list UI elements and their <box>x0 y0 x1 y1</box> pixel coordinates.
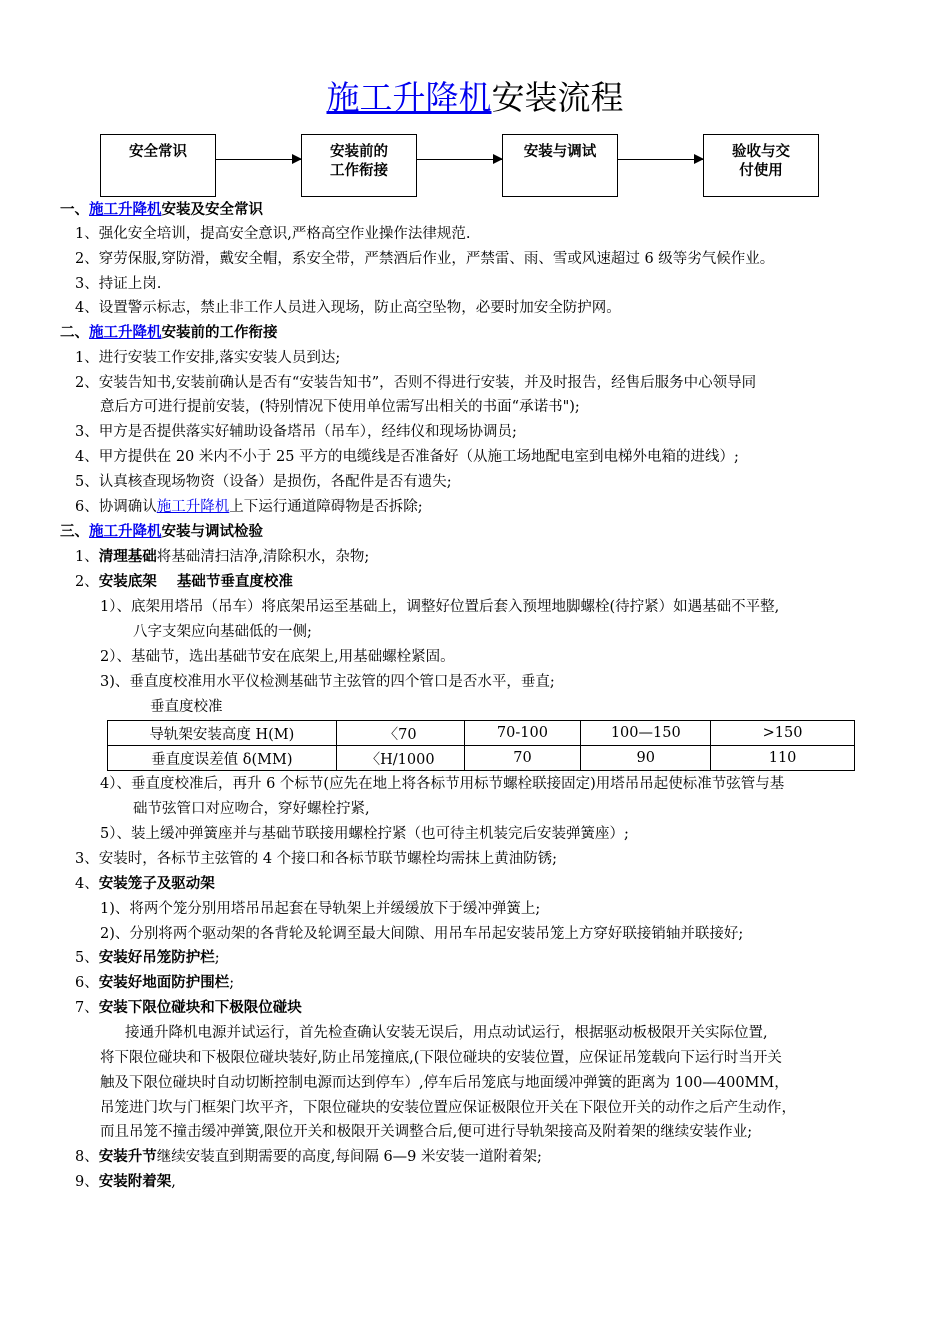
section-1-heading <box>0 199 950 221</box>
s1-item-3: 3、持证上岗. <box>75 276 162 292</box>
s3-item-7-para-5: 而且吊笼不撞击缓冲弹簧,限位开关和极限开关调整合后,便可进行导轨架接高及附着架的继续安装作业; <box>100 1124 753 1140</box>
table-cell: 70 <box>464 746 581 771</box>
s3-item-9 <box>0 1171 950 1193</box>
table-row <box>108 746 855 771</box>
section-2-title: 安装前的工作衔接 <box>161 325 278 341</box>
s2-item-4: 4、甲方提供在 20 米内不小于 25 平方的电缆线是否准备好（从施工场地配电室到电梯外电箱的进线）; <box>75 449 739 465</box>
s3-item-2-4-cont: 础节弦管口对应吻合，穿好螺栓拧紧, <box>133 801 370 817</box>
s3-item-9-text: , <box>171 1174 176 1190</box>
section-1-title: 安装及安全常识 <box>161 202 263 218</box>
s3-item-7 <box>0 997 950 1019</box>
section-2-link[interactable]: 施工升降机 <box>89 325 162 341</box>
section-1-link[interactable]: 施工升降机 <box>89 202 162 218</box>
s3-item-4-bold: 安装笼子及驱动架 <box>98 876 215 892</box>
s2-item-6-pre: 6、协调确认 <box>75 499 157 515</box>
s2-item-5: 5、认真核查现场物资（设备）是损伤，各配件是否有遗失; <box>75 474 452 490</box>
s3-item-4-num: 4、 <box>75 876 99 892</box>
table-cell: 100—150 <box>581 721 711 746</box>
s3-item-4 <box>0 873 950 895</box>
table-cell: 垂直度误差值 δ(MM) <box>108 746 337 771</box>
s3-item-3: 3、安装时，各标节主弦管的 4 个接口和各标节联节螺栓均需抹上黄油防锈; <box>75 851 558 867</box>
section-1-number: 一、 <box>60 202 89 218</box>
s3-item-2-1: 1）、底架用塔吊（吊车）将底架吊运至基础上，调整好位置后套入预埋地脚螺栓(待拧紧）如遇基础不平整, <box>100 599 780 615</box>
s1-item-2: 2、穿劳保服,穿防滑，戴安全帽，系安全带，严禁酒后作业，严禁雷、雨、雪或风速超过 6 级等劣气候作业。 <box>75 251 775 267</box>
s3-item-9-num: 9、 <box>75 1174 99 1190</box>
s2-item-6 <box>0 496 950 518</box>
s3-item-2-1-cont: 八字支架应向基础低的一侧; <box>133 624 312 640</box>
table-cell: 90 <box>581 746 711 771</box>
title-link[interactable]: 施工升降机 <box>326 78 492 117</box>
s3-item-5 <box>0 947 950 969</box>
s3-item-2-4: 4）、垂直度校准后，再升 6 个标节(应先在地上将各标节用标节螺栓联接固定)用塔吊吊起使标准节弦管与基 <box>100 776 785 792</box>
section-2-heading <box>0 322 950 344</box>
s3-item-8-text: 继续安装直到期需要的高度,每间隔 6—9 米安装一道附着架; <box>156 1149 542 1165</box>
section-3-title: 安装与调试检验 <box>161 524 263 540</box>
flow-step-install: 安装与调试 <box>502 134 618 197</box>
table-cell: 110 <box>711 746 855 771</box>
s3-item-6-num: 6、 <box>75 975 99 991</box>
s3-item-9-bold: 安装附着架 <box>98 1174 172 1190</box>
s3-item-2-2: 2）、基础节，选出基础节安在底架上,用基础螺栓紧固。 <box>100 649 455 665</box>
table-caption: 垂直度校准 <box>150 699 223 715</box>
s3-item-8 <box>0 1146 950 1168</box>
s3-item-1 <box>0 546 950 568</box>
s3-item-8-num: 8、 <box>75 1149 99 1165</box>
s2-item-6-link[interactable]: 施工升降机 <box>156 499 230 515</box>
s3-item-1-num: 1、 <box>75 549 99 565</box>
s3-item-2-3: 3)、垂直度校准用水平仪检测基础节主弦管的四个管口是否水平，垂直; <box>100 674 555 690</box>
flow-arrow-3 <box>618 159 703 160</box>
table-row <box>108 721 855 746</box>
s3-item-1-text: 将基础清扫洁净,清除积水，杂物; <box>156 549 370 565</box>
flow-step-preparation: 安装前的 工作衔接 <box>301 134 417 197</box>
table-cell: 〈H/1000 <box>336 746 464 771</box>
table-cell: 〈70 <box>336 721 464 746</box>
s3-item-7-para-2: 将下限位碰块和下极限位碰块装好,防止吊笼撞底,(下限位碰块的安装位置，应保证吊笼载向下运行时当开关 <box>100 1050 782 1066</box>
s3-item-6 <box>0 972 950 994</box>
page-title <box>0 76 950 120</box>
s3-item-5-bold: 安装好吊笼防护栏 <box>98 950 215 966</box>
s3-item-1-bold: 清理基础 <box>98 549 157 565</box>
s2-item-1: 1、进行安装工作安排,落实安装人员到达; <box>75 350 341 366</box>
section-3-heading <box>0 521 950 543</box>
s3-item-2-5: 5）、装上缓冲弹簧座并与基础节联接用螺栓拧紧（也可待主机装完后安装弹簧座）; <box>100 826 629 842</box>
s3-item-2-num: 2、 <box>75 574 99 590</box>
table-cell: 导轨架安装高度 H(M) <box>108 721 337 746</box>
s2-item-6-post: 上下运行通道障碍物是否拆除; <box>229 499 423 515</box>
s3-item-7-para-1: 接通升降机电源并试运行，首先检查确认安装无误后，用点动试运行，根据驱动板极限开关实际位置, <box>125 1025 768 1041</box>
title-rest: 安装流程 <box>491 78 624 117</box>
s1-item-4: 4、设置警示标志，禁止非工作人员进入现场，防止高空坠物，必要时加安全防护网。 <box>75 300 621 316</box>
s3-item-4-1: 1)、将两个笼分别用塔吊吊起套在导轨架上并缓缓放下于缓冲弹簧上; <box>100 901 541 917</box>
s3-item-7-bold: 安装下限位碰块和下极限位碰块 <box>98 1000 302 1016</box>
flow-arrow-1 <box>216 159 301 160</box>
s3-item-5-num: 5、 <box>75 950 99 966</box>
verticality-table <box>107 720 855 771</box>
table-cell: >150 <box>711 721 855 746</box>
s2-item-2: 2、安装告知书,安装前确认是否有“安装告知书”，否则不得进行安装，并及时报告，经售后服务中心领导同 <box>75 375 757 391</box>
s3-item-7-num: 7、 <box>75 1000 99 1016</box>
s3-item-5-text: ; <box>214 950 220 966</box>
s3-item-6-bold: 安装好地面防护围栏 <box>98 975 230 991</box>
section-2-number: 二、 <box>60 325 89 341</box>
s3-item-6-text: ; <box>229 975 235 991</box>
flow-step-safety: 安全常识 <box>100 134 216 197</box>
s3-item-7-para-4: 吊笼进门坎与门框架门坎平齐，下限位碰块的安装位置应保证极限位开关在下限位开关的动作之后产生动作， <box>100 1100 796 1116</box>
s2-item-3: 3、甲方是否提供落实好辅助设备塔吊（吊车），经纬仪和现场协调员; <box>75 424 517 440</box>
flow-arrow-2 <box>417 159 502 160</box>
s3-item-2 <box>0 571 950 593</box>
s1-item-1: 1、强化安全培训，提高安全意识,严格高空作业操作法律规范. <box>75 226 471 242</box>
flow-step-acceptance: 验收与交 付使用 <box>703 134 819 197</box>
s3-item-4-2: 2)、分别将两个驱动架的各背轮及轮调至最大间隙、用吊车吊起安装吊笼上方穿好联接销轴并联接好; <box>100 926 744 942</box>
s2-item-2-cont: 意后方可进行提前安装，(特别情况下使用单位需写出相关的书面“承诺书"); <box>100 399 580 415</box>
s3-item-7-para-3: 触及下限位碰块时自动切断控制电源而达到停车）,停车后吊笼底与地面缓冲弹簧的距离为 100—400MM， <box>100 1075 789 1091</box>
s3-item-2-bold: 安装底架 基础节垂直度校准 <box>98 574 293 590</box>
s3-item-8-bold: 安装升节 <box>98 1149 157 1165</box>
section-3-link[interactable]: 施工升降机 <box>89 524 162 540</box>
table-cell: 70-100 <box>464 721 581 746</box>
section-3-number: 三、 <box>60 524 89 540</box>
